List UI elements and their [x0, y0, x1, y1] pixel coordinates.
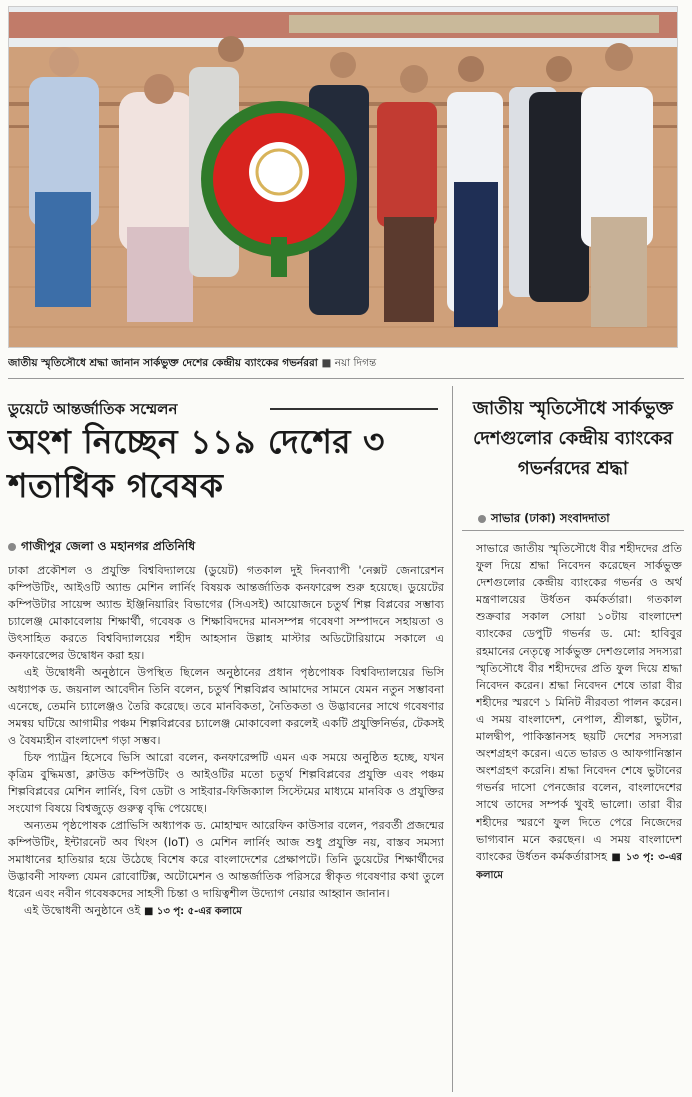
right-article-byline	[478, 510, 610, 529]
column-divider	[452, 386, 453, 1092]
right-jump-line: ■ ১৩ পৃ: ৩-এর কলামে	[476, 851, 682, 881]
left-article-byline	[8, 538, 195, 558]
left-paragraph-5-text: এই উদ্বোধনী অনুষ্ঠানে ওই	[24, 904, 141, 917]
caption-source-name: নয়া দিগন্ত	[334, 357, 377, 369]
left-jump-line: ■ ১৩ পৃ: ৫-এর কলামে	[143, 906, 242, 917]
left-article-headline: অংশ নিচ্ছেন ১১৯ দেশের ৩ শতাধিক গবেষক	[8, 422, 385, 505]
right-article-headline: জাতীয় স্মৃতিসৌধে সার্কভুক্ত দেশগুলোর কেন্দ্রীয় ব্যাংকের গভর্নরদের শ্রদ্ধা	[472, 398, 674, 479]
left-paragraph-2: এই উদ্বোধনী অনুষ্ঠানে উপস্থিত ছিলেন অনুষ্ঠানের প্রধান পৃষ্ঠপোষক বিশ্ববিদ্যালয়ের ভিসি অধ্যাপক ড. জয়নাল আবেদীন তিনি বলেন, চতুর্থ শিল্পবিপ্লব আমাদের সামনে যেমন নতুন সম্ভাবনা এনেছে, তেমনি চ্যালেঞ্জও তৈরি করেছে। তবে মানবিকতা, নৈতিকতা ও উদ্ভাবনের সাথে গবেষণার সমন্বয় ঘটিয়ে আগামীর পঞ্চম শিল্পবিপ্লবের চ্যালেঞ্জ মোকাবেলা করলেই একটি প্রযুক্তিনির্ভর, টেকসই ও বৈষম্যহীন বাংলাদেশ গড়া সম্ভব।	[8, 666, 444, 747]
caption-source: ■ নয়া দিগন্ত	[321, 357, 377, 369]
right-paragraph-1-text: সাভারে জাতীয় স্মৃতিসৌধে বীর শহীদদের প্রতি ফুল দিয়ে শ্রদ্ধা নিবেদন করেছেন সার্কভুক্ত দেশগুলোর কেন্দ্রীয় ব্যাংকের গভর্নর ও অর্থ মন্ত্রণালয়ের উর্ধতন কর্মকর্তারা। গতকাল শুক্রবার সকাল সোয়া ১০টায় বাংলাদেশ ব্যাংকের ডেপুটি গভর্নর ড. মো: হাবিবুর রহমানের নেতৃত্বে সার্কভুক্ত দেশগুলোর সদস্যরা স্মৃতিসৌধে বীর শহীদদের প্রতি ফুল দিয়ে শ্রদ্ধা নিবেদন করেন। শ্রদ্ধা নিবেদন শেষে তারা বীর শহীদের স্মরণে ১ মিনিট নীরবতা পালন করেন। এ সময় বাংলাদেশ, নেপাল, শ্রীলঙ্কা, ভুটান, মালদ্বীপ, পাকিস্তানসহ ছয়টি দেশের সদস্যরা অংশগ্রহণ করেন। এতে ভারত ও আফগানিস্তান অংশগ্রহণ করেনি। শ্রদ্ধা নিবেদন শেষে ভুটানের গভর্নর দাসো পেনজোর বলেন, বাংলাদেশের সাথে তাদের সম্পর্ক খুবই ভালো। তারা বীর শহীদের স্মরণে ফুল দিতে পেরে নিজেদের ভাগ্যবান মনে করছেন। এ সময় বাংলাদেশ ব্যাংকের উর্ধতন কর্মকর্তারাসহ	[476, 542, 682, 863]
bullet-icon	[478, 515, 486, 523]
left-paragraph-5	[8, 902, 444, 920]
right-byline-text: সাভার (ঢাকা) সংবাদদাতা	[491, 511, 610, 525]
right-byline-rule	[462, 530, 684, 531]
kicker-rule	[270, 408, 438, 410]
right-paragraph-1	[476, 540, 682, 884]
right-article-body	[476, 540, 682, 1092]
left-article-body	[8, 562, 444, 1092]
caption-text: জাতীয় স্মৃতিসৌধে শ্রদ্ধা জানান সার্কভুক্ত দেশের কেন্দ্রীয় ব্যাংকের গভর্নররা	[8, 357, 318, 369]
left-byline-text: গাজীপুর জেলা ও মহানগর প্রতিনিধি	[21, 539, 196, 553]
memorial-ceremony-photo	[9, 7, 677, 347]
news-photo	[8, 6, 678, 348]
left-jump-text: ১৩ পৃ: ৫-এর কলামে	[156, 906, 242, 917]
right-jump-text: ১৩ পৃ: ৩-এর কলামে	[476, 851, 682, 881]
photo-caption	[8, 356, 684, 373]
left-article-kicker: ডুয়েটে আন্তর্জাতিক সম্মেলন	[8, 400, 178, 418]
left-paragraph-4: অন্যতম পৃষ্ঠপোষক প্রোভিসি অধ্যাপক ড. মোহাম্মদ আরেফিন কাউসার বলেন, পরবর্তী প্রজন্মের কম্পিউটিং, ইন্টারনেট অব থিংস (IoT) ও মেশিন লার্নিং আজ শুধু প্রযুক্তি নয়, বাস্তব সমস্যা সমাধানের হাতিয়ার হয়ে উঠেছে বিশেষ করে বাংলাদেশের প্রেক্ষাপটে। তিনি ডুয়েটের শিক্ষার্থীদের উদ্ভাবনী সাফল্য যেমন রোবোটিক্স, অটোমেশন ও আন্তর্জাতিক পরিসরে স্বীকৃত গবেষণার কথা তুলে ধরেন এবং নবীন গবেষকদের সাহসী চিন্তা ও দায়িত্বশীল উদ্যোগ নেয়ার আহ্বান জানান।	[8, 819, 444, 900]
left-paragraph-1: ঢাকা প্রকৌশল ও প্রযুক্তি বিশ্ববিদ্যালয়ে (ডুয়েট) গতকাল দুই দিনব্যাপী 'নেক্সট জেনারেশন কম্পিউটিং, আইওটি অ্যান্ড মেশিন লার্নিং বিষয়ক আন্তর্জাতিক কনফারেন্স শুরু হয়েছে। ডুয়েটের কম্পিউটার সায়েন্স অ্যান্ড ইঞ্জিনিয়ারিং বিভাগের (সিএসই) আয়োজনে চতুর্থ শিল্প বিপ্লবের সম্ভাব্য চ্যালেঞ্জ মোকাবেলায় শিক্ষার্থী, গবেষক ও শিক্ষাবিদদের মানসম্পন্ন গবেষণা সম্পাদনে সহায়তা ও উৎসাহিত করতে বিশ্ববিদ্যালয়ের শহীদ আহসান উল্লাহ মাস্টার অডিটোরিয়ামে সকালে এ কনফারেন্সের উদ্বোধন করা হয়।	[8, 564, 444, 662]
left-paragraph-3: চিফ প্যাট্রন হিসেবে ভিসি আরো বলেন, কনফারেন্সটি এমন এক সময়ে অনুষ্ঠিত হচ্ছে, যখন কৃত্রিম বুদ্ধিমত্তা, ক্লাউড কম্পিউটিং ও আইওটির মতো চতুর্থ শিল্পবিপ্লবের প্রযুক্তি এবং পঞ্চম শিল্পবিপ্লবের মেশিন লার্নিং, বিগ ডেটা ও সাইবার-ফিজিক্যাল সিস্টেমের মাধ্যমে মানবিক ও প্রযুক্তির সংযোগ বিষয়ে বিশ্বজুড়ে গুরুত্ব বৃদ্ধি পেয়েছে।	[8, 751, 444, 815]
top-divider	[8, 378, 684, 379]
bullet-icon	[8, 543, 16, 551]
